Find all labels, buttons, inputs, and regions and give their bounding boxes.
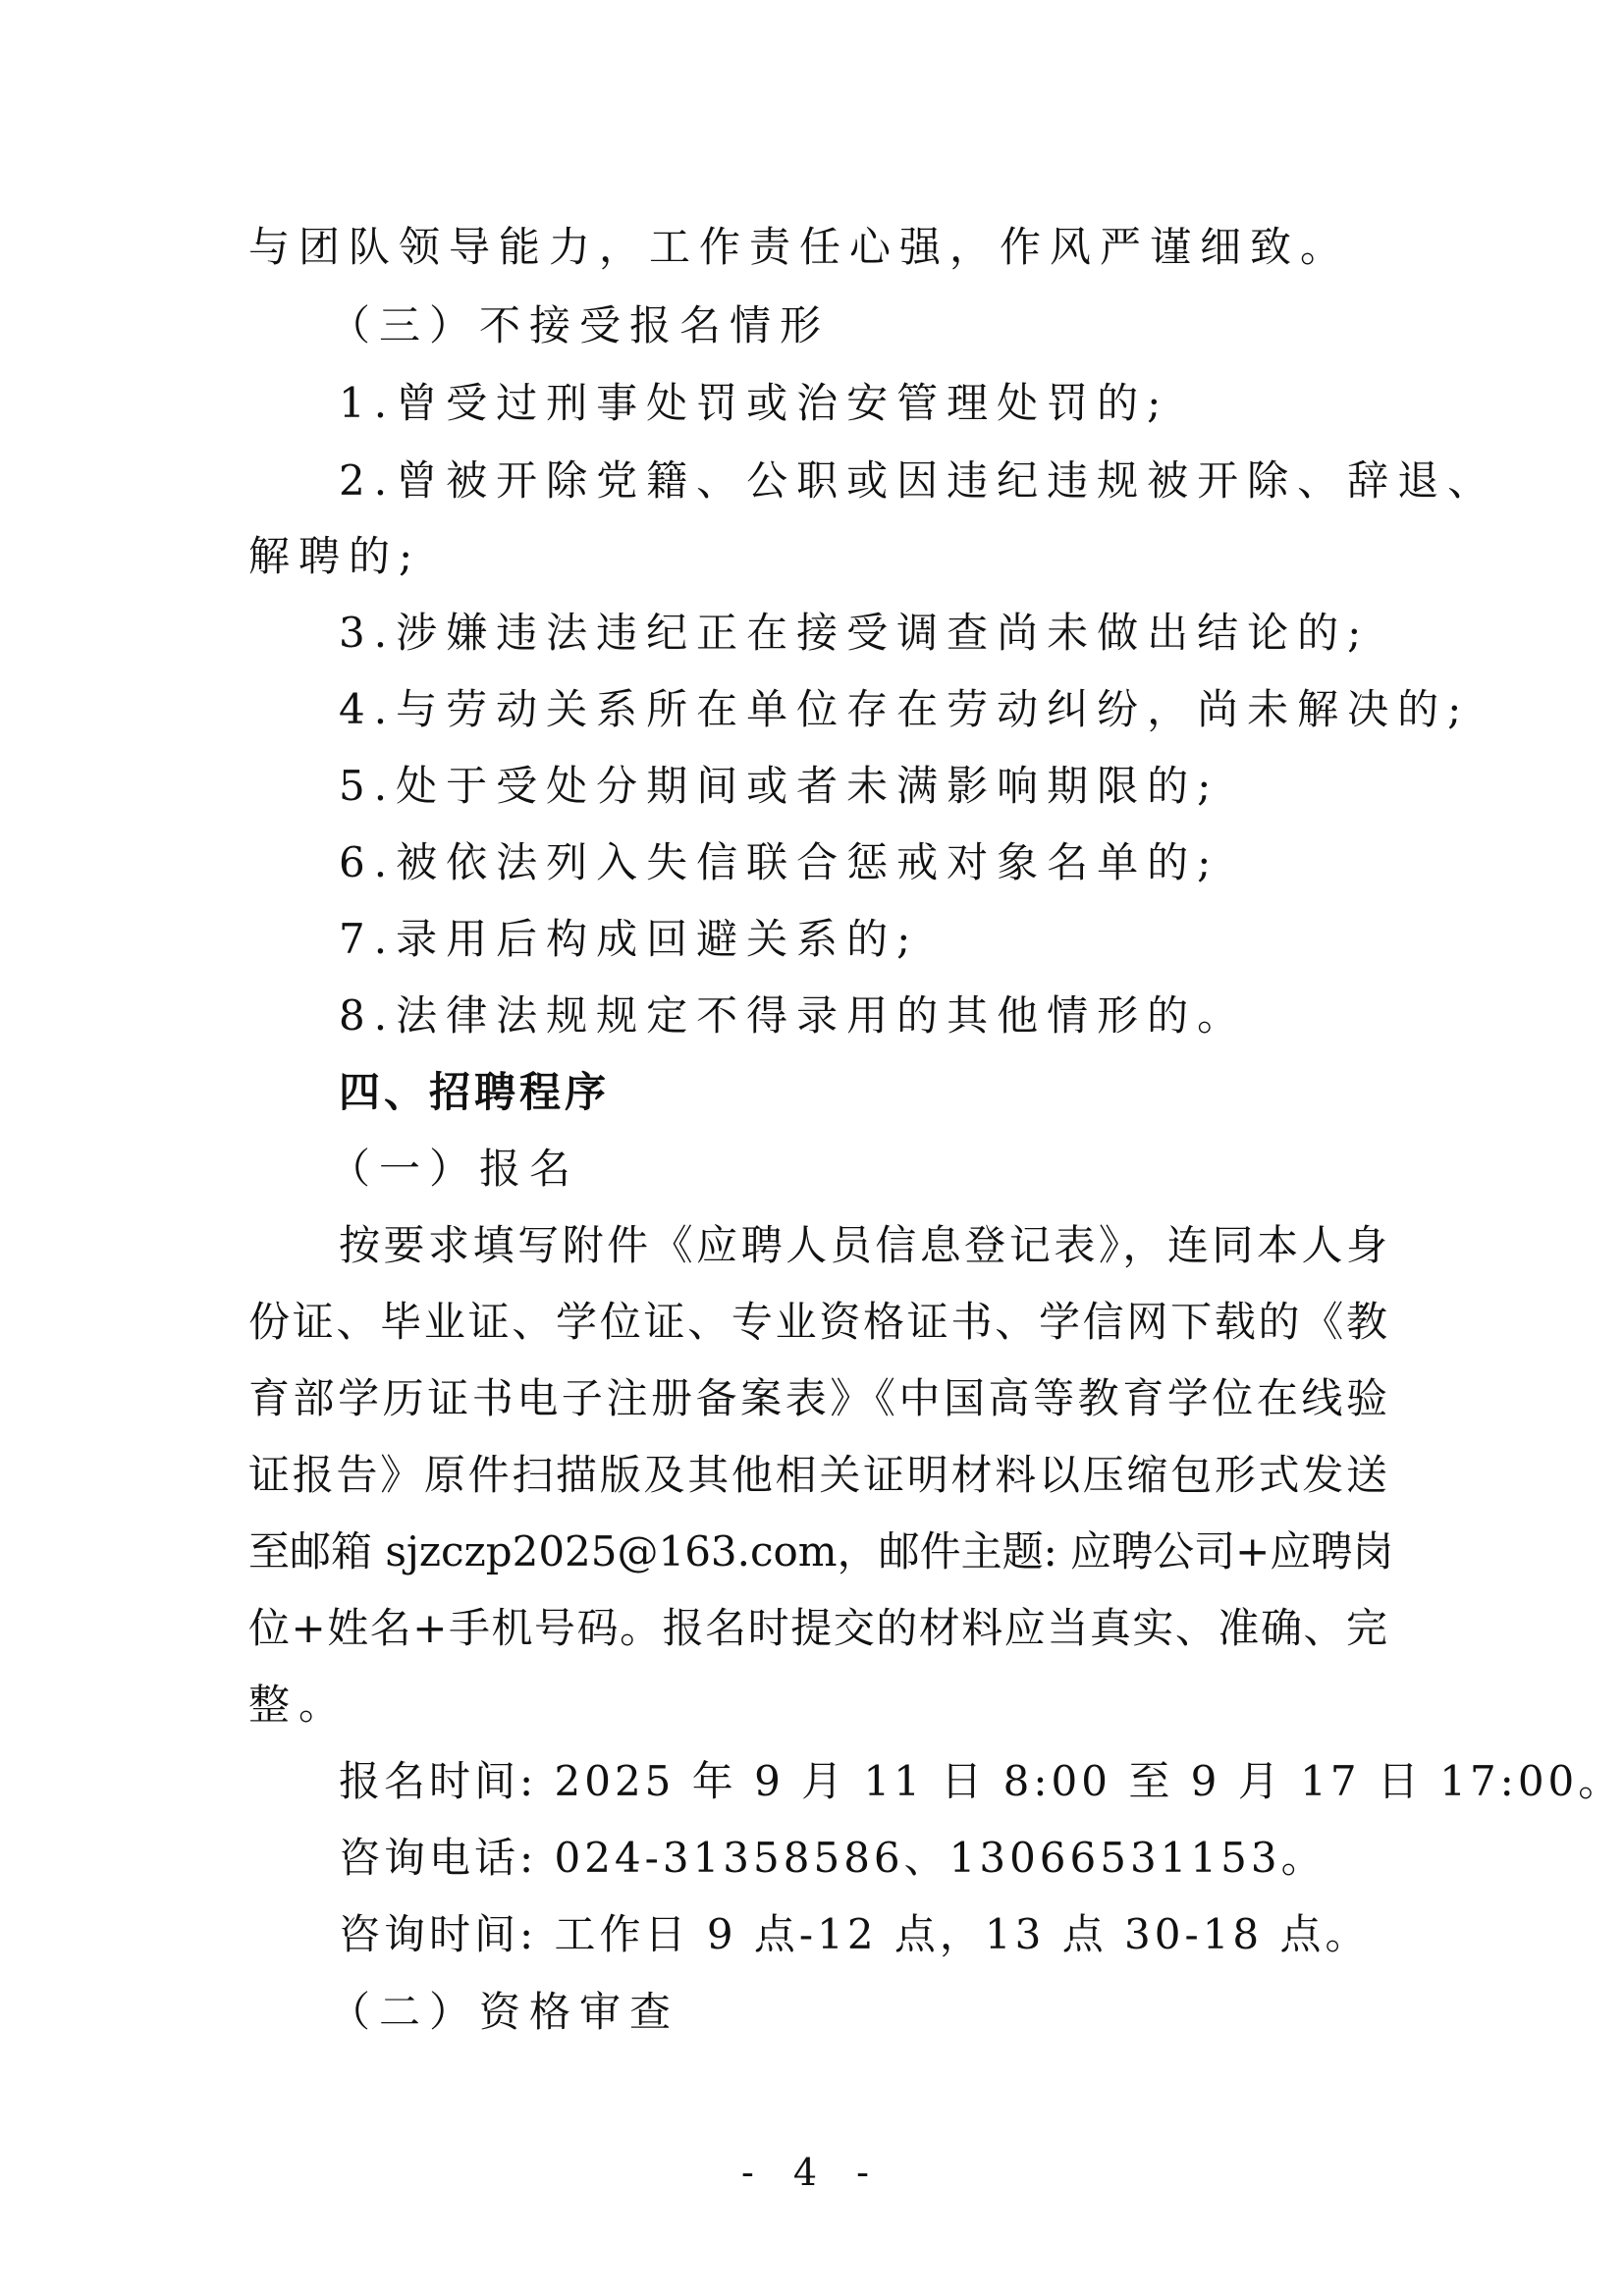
paragraph-registration-6: 位+姓名+手机号码。报名时提交的材料应当真实、准确、完 (248, 1604, 1387, 1652)
list-item-8: 8.法律法规规定不得录用的其他情形的。 (339, 991, 1248, 1040)
paragraph-registration-3: 育部学历证书电子注册备案表》《中国高等教育学位在线验 (248, 1374, 1387, 1422)
page-number: - 4 - (740, 2151, 883, 2194)
paragraph-line-1: 与团队领导能力，工作责任心强，作风严谨细致。 (248, 223, 1351, 271)
paragraph-registration-7: 整。 (248, 1681, 350, 1729)
paragraph-registration-5: 至邮箱 sjzczp2025@163.com，邮件主题: 应聘公司+应聘岗 (248, 1527, 1394, 1575)
list-item-1: 1.曾受过刑事处罚或治安管理处罚的; (339, 379, 1170, 427)
consultation-time: 咨询时间: 工作日 9 点-12 点，13 点 30-18 点。 (339, 1910, 1371, 1958)
subheading-no-application: （三）不接受报名情形 (329, 301, 831, 349)
subheading-registration: （一）报名 (329, 1145, 580, 1193)
list-item-5: 5.处于受处分期间或者未满影响期限的; (339, 762, 1220, 810)
contact-phone: 咨询电话: 024-31358586、13066531153。 (339, 1834, 1326, 1882)
list-item-7: 7.录用后构成回避关系的; (339, 915, 920, 963)
subheading-qualification-review: （二）资格审查 (329, 1988, 680, 2036)
list-item-2-cont: 解聘的; (248, 532, 422, 580)
section-heading-recruitment: 四、招聘程序 (339, 1068, 611, 1116)
list-item-6: 6.被依法列入失信联合惩戒对象名单的; (339, 838, 1220, 886)
paragraph-registration-4: 证报告》原件扫描版及其他相关证明材料以压缩包形式发送 (248, 1451, 1387, 1499)
registration-time: 报名时间: 2025 年 9 月 11 日 8:00 至 9 月 17 日 17:00。 (339, 1757, 1624, 1805)
list-item-3: 3.涉嫌违法违纪正在接受调查尚未做出结论的; (339, 609, 1371, 657)
list-item-2: 2.曾被开除党籍、公职或因违纪违规被开除、辞退、 (339, 456, 1498, 505)
paragraph-registration-2: 份证、毕业证、学位证、专业资格证书、学信网下载的《教 (248, 1298, 1387, 1346)
list-item-4: 4.与劳动关系所在单位存在劳动纠纷，尚未解决的; (339, 685, 1471, 733)
paragraph-registration-1: 按要求填写附件《应聘人员信息登记表》，连同本人身 (339, 1221, 1387, 1269)
